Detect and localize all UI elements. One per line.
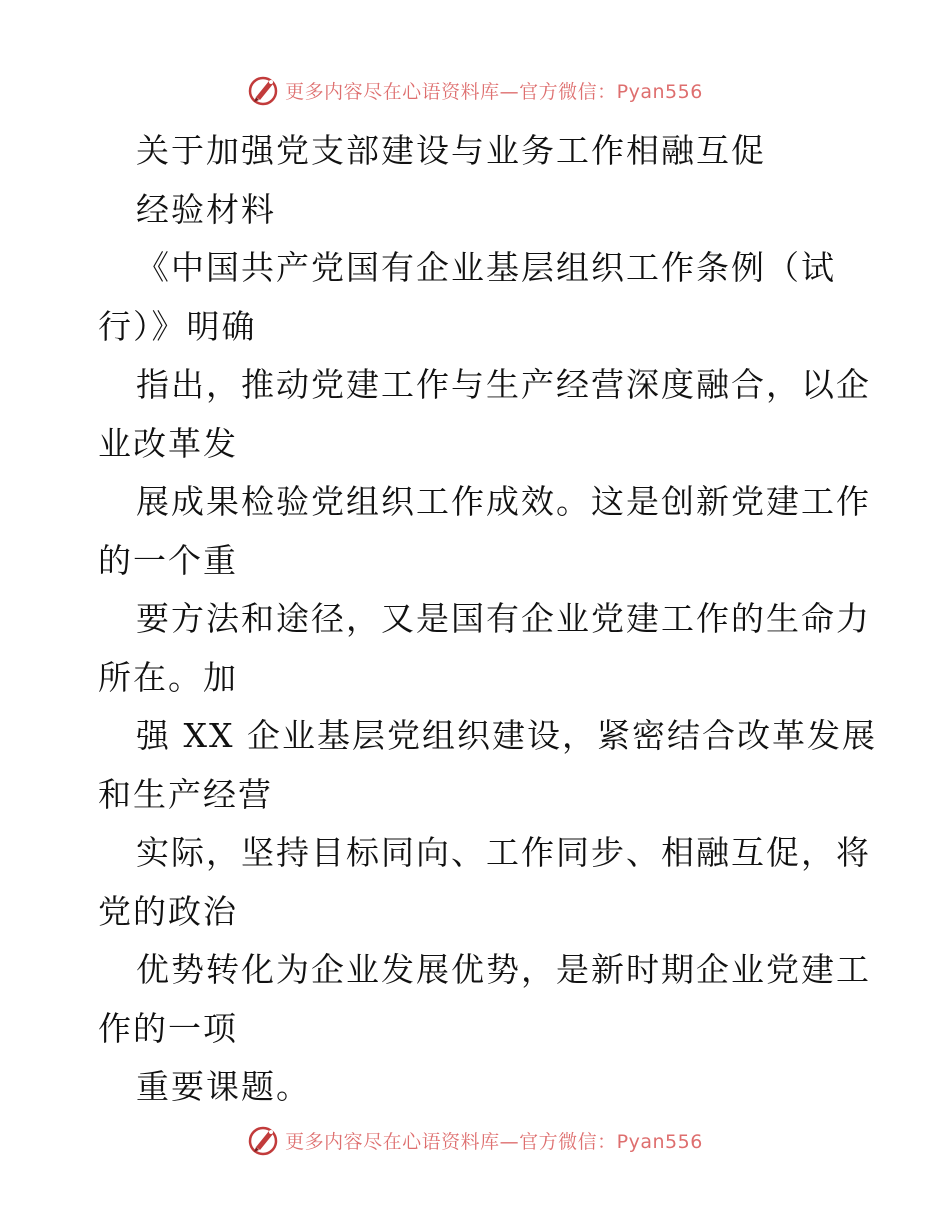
watermark-header: [0, 70, 950, 110]
title-line-1: 关于加强党支部建设与业务工作相融互促: [136, 131, 766, 170]
body-line: 重要课题。: [136, 1067, 311, 1106]
document-body: [98, 122, 877, 1117]
body-line: 强 XX 企业基层党组织建设，紧密结合改革发展: [136, 716, 877, 755]
body-line: 党的政治: [98, 891, 238, 931]
body-line: 作的一项: [98, 1008, 238, 1048]
body-line: 和生产经营: [98, 774, 273, 814]
body-line: 业改革发: [98, 423, 238, 463]
body-line: 指出，推动党建工作与生产经营深度融合，以企: [136, 365, 871, 404]
title-line-2: 经验材料: [136, 189, 276, 229]
body-line: 的一个重: [98, 540, 238, 580]
watermark-footer: [0, 1120, 950, 1160]
body-line: 展成果检验党组织工作成效。这是创新党建工作: [136, 482, 871, 521]
body-line: 《中国共产党国有企业基层组织工作条例（试: [136, 248, 836, 287]
pen-logo-icon: [247, 1123, 281, 1157]
body-line: 实际，坚持目标同向、工作同步、相融互促，将: [136, 833, 871, 872]
body-line: 要方法和途径，又是国有企业党建工作的生命力: [136, 599, 871, 638]
pen-logo-icon: [247, 73, 281, 107]
body-line: 优势转化为企业发展优势，是新时期企业党建工: [136, 950, 871, 989]
watermark-text: 更多内容尽在心语资料库—官方微信：Pyan556: [285, 80, 703, 103]
body-line: 所在。加: [98, 657, 238, 697]
watermark-text: 更多内容尽在心语资料库—官方微信：Pyan556: [285, 1130, 703, 1153]
body-line: 行）》明确: [98, 306, 257, 346]
